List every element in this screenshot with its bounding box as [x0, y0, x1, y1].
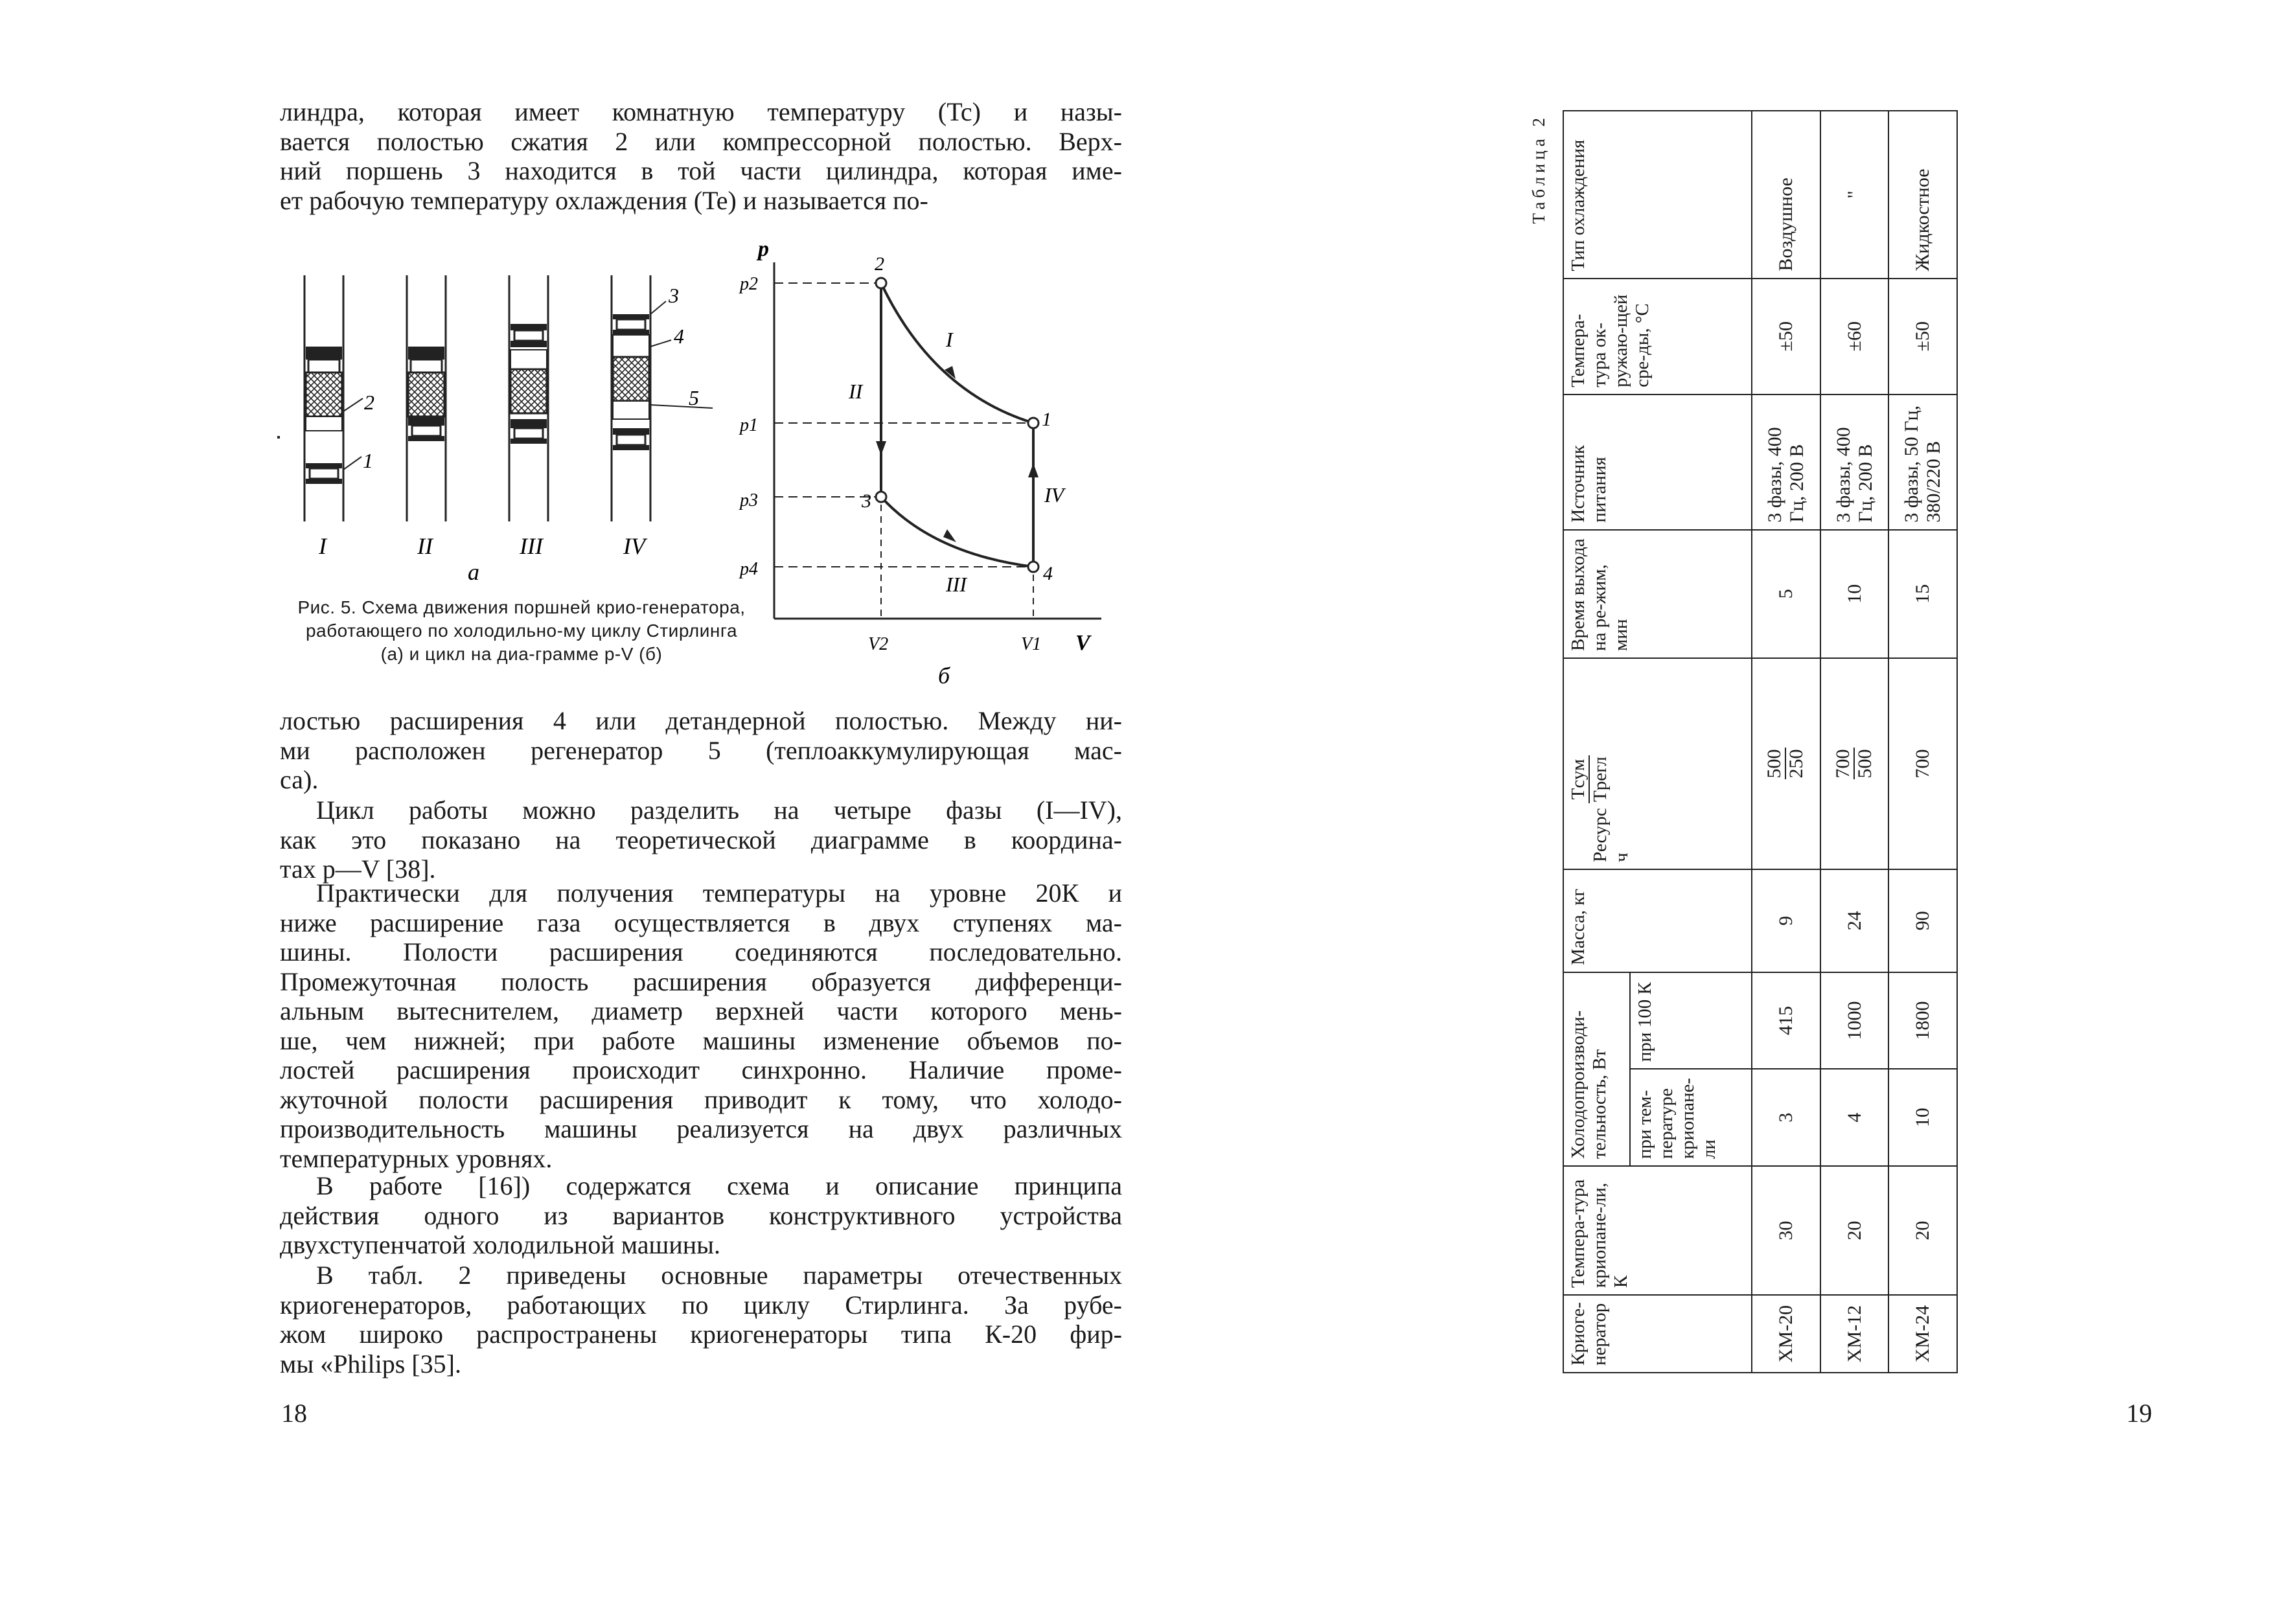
- v1-tick: V1: [1021, 634, 1042, 654]
- text-line: Практически для получения температуры на уровне 20К и: [316, 878, 1122, 908]
- cell-name: ХМ-20: [1752, 1295, 1820, 1373]
- text-line: В работе [16]) содержатся схема и описание принципа: [316, 1171, 1122, 1200]
- v-axis-label: V: [1075, 631, 1090, 655]
- header-capacity-at-100k: при 100 К: [1630, 972, 1752, 1069]
- cell-capacity-t: 3: [1752, 1069, 1820, 1166]
- cell-resource: 700: [1888, 658, 1957, 869]
- cell-mass: 90: [1888, 869, 1957, 972]
- text-line: двухступенчатой холодильной машины.: [280, 1230, 720, 1259]
- table-2: [1529, 110, 1961, 1373]
- cell-time: 15: [1888, 530, 1957, 658]
- resource-label: Ресурс: [1590, 808, 1611, 862]
- part-label: 3: [669, 284, 679, 307]
- part-label: 2: [364, 391, 374, 414]
- text-line: шины. Полости расширения соединяются последовательно.: [280, 937, 1122, 966]
- header-panel-temp: Темпера-тура криопане-ли, К: [1563, 1166, 1752, 1295]
- header-ambient-temp: Темпера-тура ок-ружаю-щей сре-ды, °С: [1563, 279, 1752, 395]
- text-line: производительность машины реализуется на двух различных: [280, 1114, 1122, 1143]
- cell-capacity-100: 1800: [1888, 972, 1957, 1069]
- cell-mass: 9: [1752, 869, 1820, 972]
- phase-I: I: [946, 328, 953, 351]
- cell-temp: 30: [1752, 1166, 1820, 1295]
- header-capacity-at-panel: при тем-пературе криопане-ли: [1630, 1069, 1752, 1166]
- text-line: Цикл работы можно разделить на четыре фазы (I—IV),: [316, 795, 1122, 825]
- page-number-left: 18: [281, 1399, 307, 1428]
- point-3: 3: [862, 490, 871, 512]
- point-2: 2: [875, 253, 884, 275]
- cell-mass: 24: [1820, 869, 1889, 972]
- part-label: 5: [689, 386, 699, 409]
- text-line: ет рабочую температуру охлаждения (Te) и называется по-: [280, 185, 928, 215]
- subfigure-label-b: б: [938, 663, 950, 689]
- resource-denominator: 500: [1854, 749, 1876, 779]
- table-row: [1820, 111, 1889, 1373]
- text-line: жуточной полости расширения приводит к тому, что холодо-: [280, 1084, 1122, 1114]
- text-line: тах p—V [38].: [280, 854, 436, 884]
- cell-cooling: Жидкостное: [1888, 111, 1957, 279]
- phase-III: III: [946, 573, 967, 596]
- header-startup-time: Время выхода на ре-жим, мин: [1563, 530, 1752, 658]
- point-1: 1: [1042, 409, 1051, 430]
- header-cooling-type: Тип охлаждения: [1563, 111, 1752, 279]
- piston-numeral: IV: [623, 533, 645, 559]
- cell-resource: [1752, 658, 1820, 869]
- text-line: линдра, которая имеет комнатную температуру (Tc) и назы-: [280, 97, 1122, 126]
- p-axis-label: p: [758, 237, 769, 261]
- part-label: 1: [363, 449, 373, 472]
- piston-numeral: III: [520, 533, 543, 559]
- text-line: альным вытеснителем, диаметр верхней части которого мень-: [280, 996, 1122, 1025]
- text-line: ми расположен регенератор 5 (теплоаккумулирующая мас-: [280, 735, 1122, 765]
- cell-power: 3 фазы, 400 Гц, 200 В: [1820, 395, 1889, 530]
- cell-name: ХМ-12: [1820, 1295, 1889, 1373]
- cell-time: 5: [1752, 530, 1820, 658]
- phase-IV: IV: [1044, 483, 1064, 507]
- paragraph-2: [280, 706, 1122, 795]
- text-line: Промежуточная полость расширения образуется дифференци-: [280, 966, 1122, 996]
- text-line: действия одного из вариантов конструктивного устройства: [280, 1200, 1122, 1230]
- paragraph-4: [280, 878, 1122, 1173]
- text-line: В табл. 2 приведены основные параметры отечественных: [316, 1261, 1122, 1290]
- cell-power: 3 фазы, 50 Гц, 380/220 В: [1888, 395, 1957, 530]
- paragraph-1: [280, 97, 1122, 215]
- piston-numeral: II: [417, 533, 433, 559]
- spec-table: [1563, 110, 1958, 1373]
- cell-ambient: ±60: [1820, 279, 1889, 395]
- cell-temp: 20: [1888, 1166, 1957, 1295]
- text-line: мы «Philips [35].: [280, 1349, 461, 1378]
- header-cryogenerator: Криоге-нератор: [1563, 1295, 1752, 1373]
- cell-capacity-100: 1000: [1820, 972, 1889, 1069]
- text-line: как это показано на теоретической диаграмме в координа-: [280, 825, 1122, 854]
- piston-diagram-III: [509, 275, 548, 521]
- cell-power: 3 фазы, 400 Гц, 200 В: [1752, 395, 1820, 530]
- piston-numeral: I: [319, 533, 327, 559]
- cell-ambient: ±50: [1752, 279, 1820, 395]
- piston-diagram-II: [407, 275, 446, 521]
- point-4: 4: [1043, 563, 1053, 584]
- header-capacity: Холодопроизводи-тельность, Вт: [1563, 972, 1630, 1166]
- text-line: лостью расширения 4 или детандерной полостью. Между ни-: [280, 706, 1122, 735]
- cell-resource: [1820, 658, 1889, 869]
- p4-tick: p4: [740, 559, 758, 579]
- text-line: ше, чем нижней; при работе машины изменение объемов по-: [280, 1025, 1122, 1055]
- table-header-row: [1563, 111, 1630, 1373]
- v2-tick: V2: [868, 634, 889, 654]
- page-number-right: 19: [2126, 1399, 2152, 1428]
- p2-tick: p2: [740, 274, 758, 294]
- table-row: [1888, 111, 1957, 1373]
- text-line: вается полостью сжатия 2 или компрессорной полостью. Верх-: [280, 126, 1122, 156]
- paragraph-6: [280, 1261, 1122, 1378]
- cell-ambient: ±50: [1888, 279, 1957, 395]
- text-line: лостей расширения происходит синхронно. Наличие проме-: [280, 1055, 1122, 1084]
- subfigure-label-a: а: [468, 559, 479, 585]
- text-line: ниже расширение газа осуществляется в двух ступенях ма-: [280, 908, 1122, 937]
- text-line: са).: [280, 765, 319, 794]
- resource-numerator: Tсум: [1568, 755, 1590, 803]
- resource-denominator: 250: [1785, 749, 1807, 779]
- header-power-source: Источник питания: [1563, 395, 1752, 530]
- cell-capacity-100: 415: [1752, 972, 1820, 1069]
- p1-tick: p1: [740, 415, 758, 435]
- piston-diagram-I: [277, 275, 363, 521]
- cell-cooling: Воздушное: [1752, 111, 1820, 279]
- paragraph-5: [280, 1171, 1122, 1260]
- resource-fraction: [1833, 748, 1876, 779]
- cell-capacity-t: 4: [1820, 1069, 1889, 1166]
- part-label: 4: [674, 325, 684, 348]
- header-resource: [1563, 658, 1752, 869]
- text-line: температурных уровнях.: [280, 1143, 553, 1173]
- resource-numerator: 500: [1763, 749, 1785, 779]
- resource-numerator: 700: [1832, 749, 1854, 779]
- cell-time: 10: [1820, 530, 1889, 658]
- header-mass: Масса, кг: [1563, 869, 1752, 972]
- resource-fraction: [1568, 755, 1611, 803]
- cell-capacity-t: 10: [1888, 1069, 1957, 1166]
- resource-unit: ч: [1611, 852, 1632, 862]
- table-row: [1752, 111, 1820, 1373]
- resource-denominator: Tрегл: [1590, 756, 1611, 802]
- cell-name: ХМ-24: [1888, 1295, 1957, 1373]
- phase-II: II: [849, 380, 863, 403]
- text-line: ний поршень 3 находится в той части цилиндра, которая име-: [280, 156, 1122, 185]
- paragraph-3: [280, 795, 1122, 884]
- cell-temp: 20: [1820, 1166, 1889, 1295]
- resource-fraction: [1764, 748, 1807, 779]
- p3-tick: p3: [740, 490, 758, 510]
- table-title: Таблица 2: [1529, 114, 1548, 224]
- text-line: жом широко распространены криогенераторы типа К-20 фир-: [280, 1320, 1122, 1349]
- text-line: криогенераторов, работающих по циклу Стирлинга. За рубе-: [280, 1290, 1122, 1320]
- cell-cooling: ": [1820, 111, 1889, 279]
- figure-caption: Рис. 5. Схема движения поршней крио-генератора, работающего по холодильно-му циклу Стирлинга (а) и цикл на диа-грамме p-V (б): [297, 597, 746, 664]
